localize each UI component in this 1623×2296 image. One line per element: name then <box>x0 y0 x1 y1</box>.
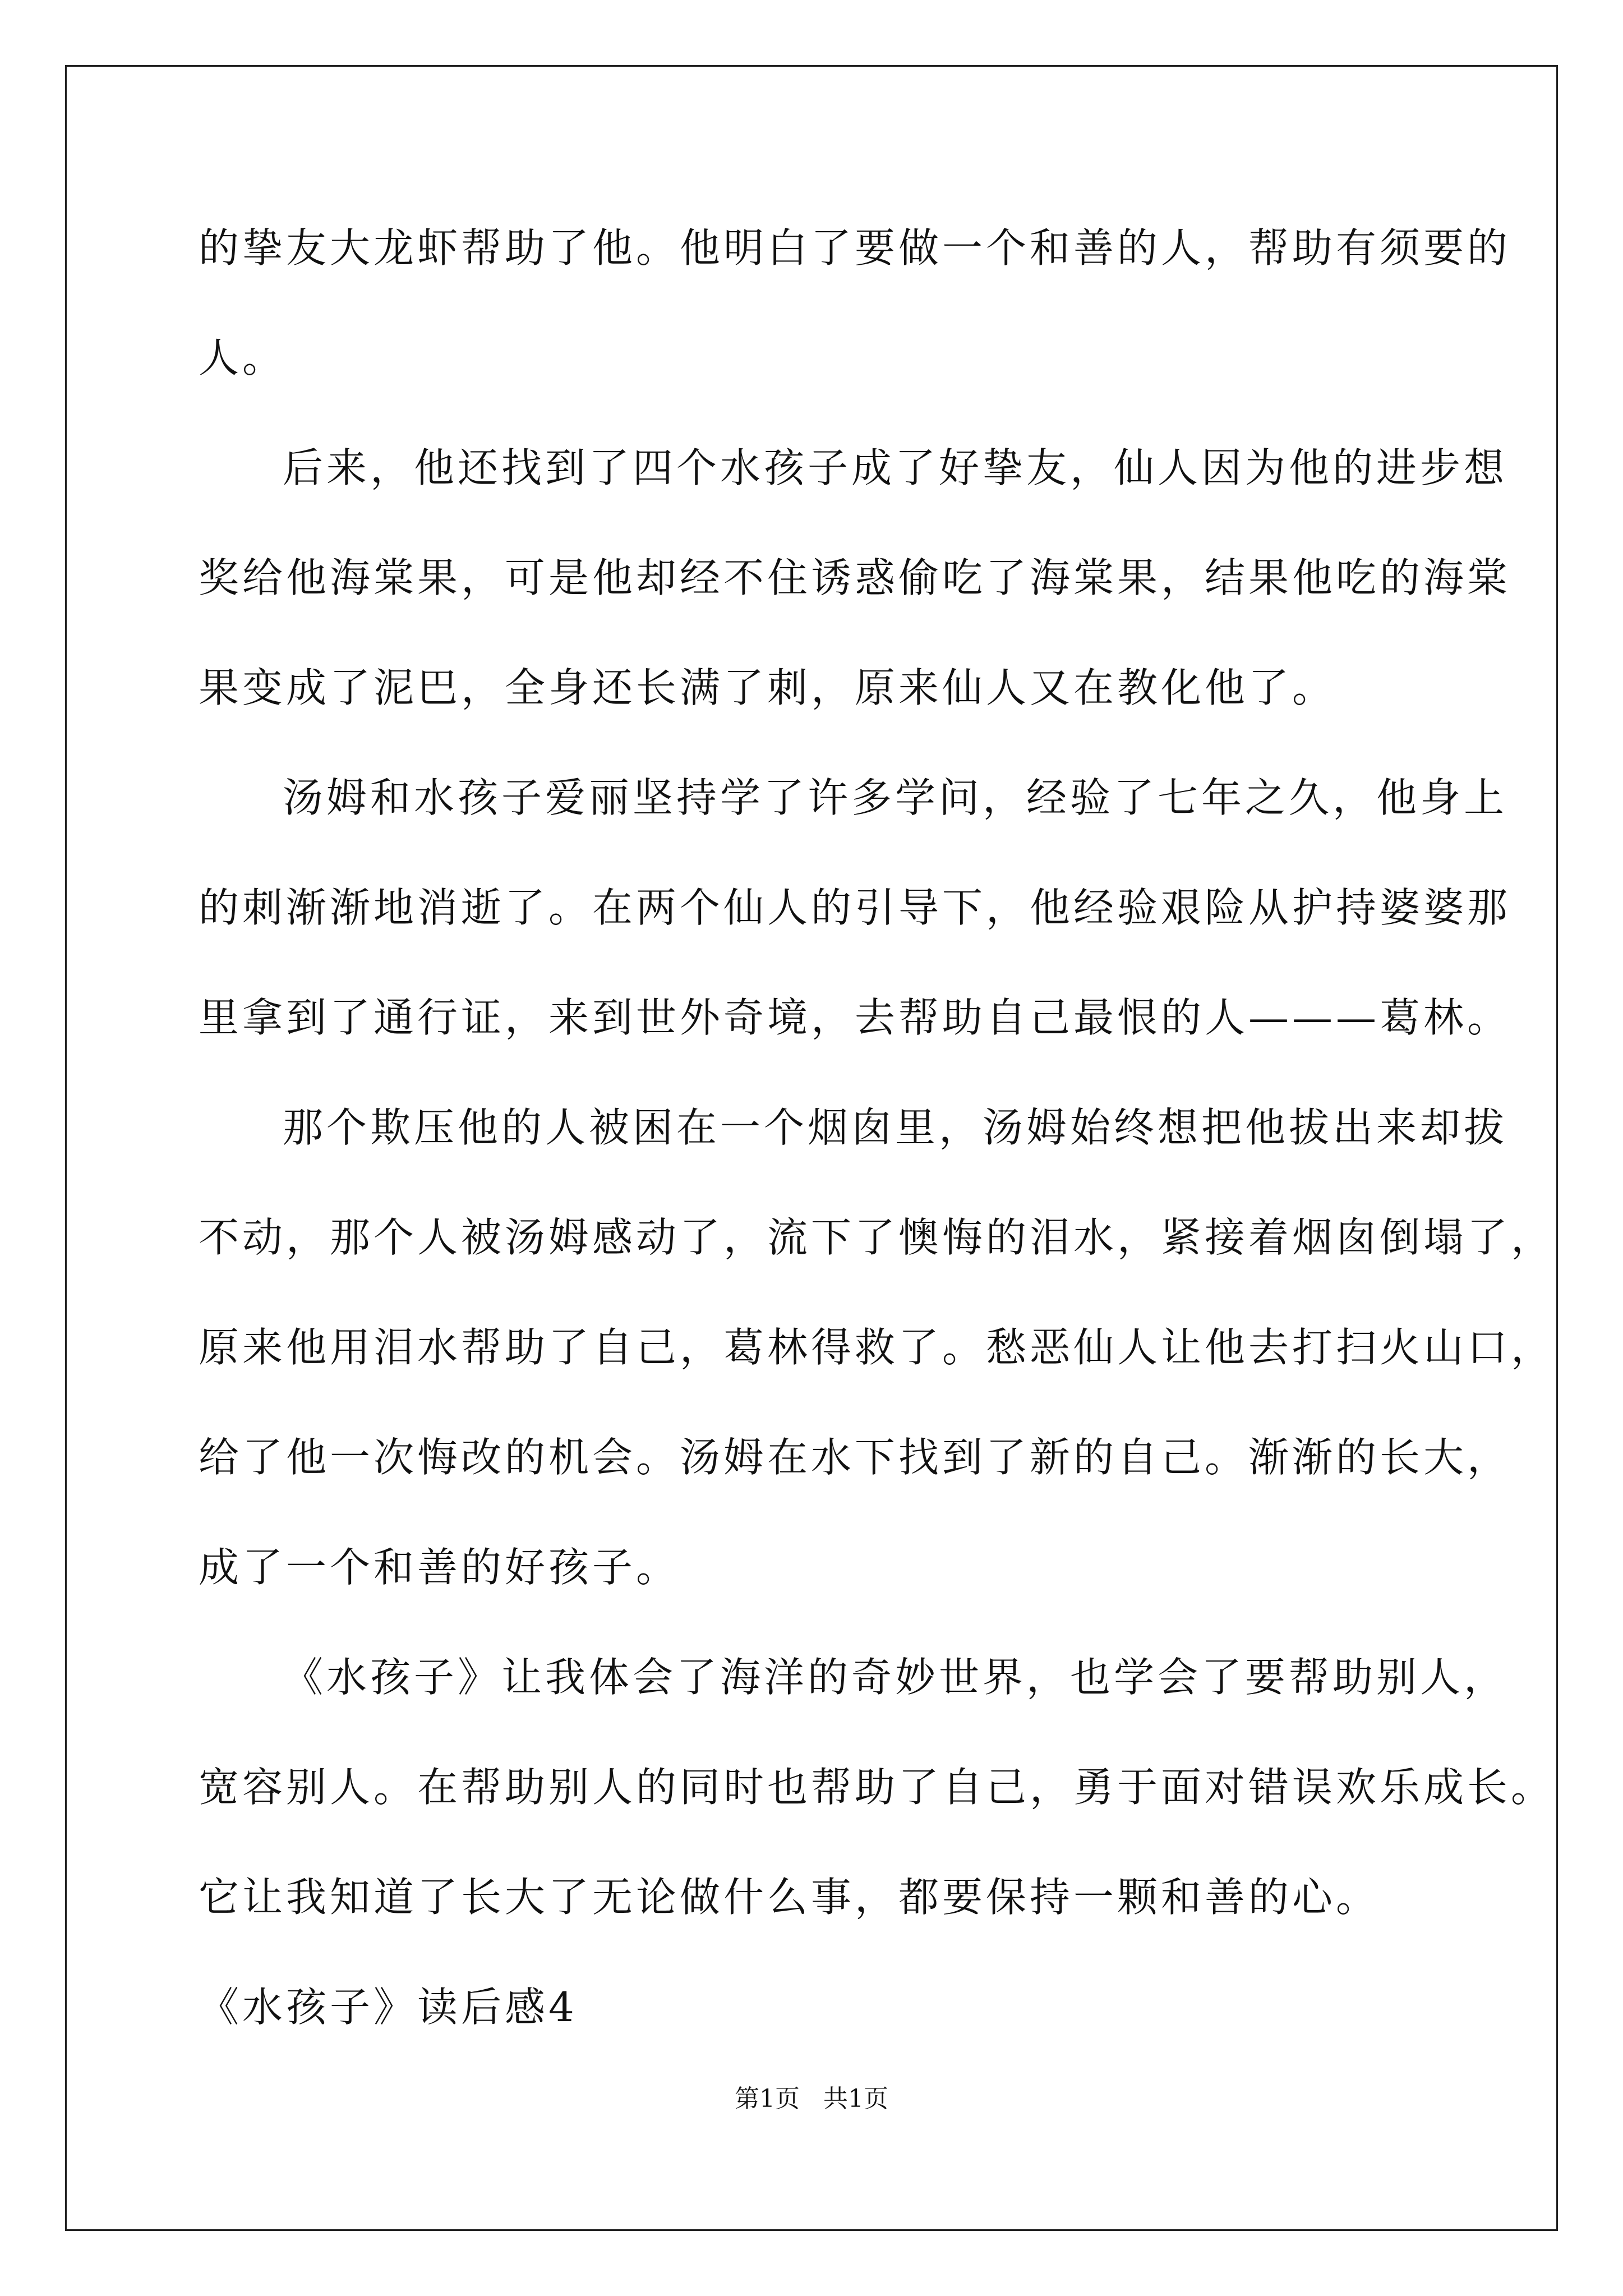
text-line: 《水孩子》让我体会了海洋的奇妙世界，也学会了要帮助别人， <box>283 1654 1508 1701</box>
text-line: 人。 <box>199 334 287 381</box>
text-line: 汤姆和水孩子爱丽坚持学了许多学问，经验了七年之久，他身上 <box>283 774 1508 821</box>
text-line: 果变成了泥巴，全身还长满了刺，原来仙人又在教化他了。 <box>199 664 1336 711</box>
text-line: 给了他一次悔改的机会。汤姆在水下找到了新的自己。渐渐的长大， <box>199 1434 1511 1481</box>
text-line: 那个欺压他的人被困在一个烟囱里，汤姆始终想把他拔出来却拔 <box>283 1104 1508 1151</box>
section-heading: 《水孩子》读后感4 <box>199 1984 578 2031</box>
text-line: 原来他用泪水帮助了自己，葛林得救了。愁恶仙人让他去打扫火山口， <box>199 1324 1555 1371</box>
text-line: 成了一个和善的好孩子。 <box>199 1544 680 1591</box>
text-line: 不动，那个人被汤姆感动了，流下了懊悔的泪水，紧接着烟囱倒塌了， <box>199 1214 1555 1261</box>
text-line: 的挚友大龙虾帮助了他。他明白了要做一个和善的人，帮助有须要的 <box>199 224 1511 272</box>
document-body <box>199 211 1555 2080</box>
text-line: 里拿到了通行证，来到世外奇境，去帮助自己最恨的人———葛林。 <box>199 994 1511 1041</box>
text-line: 宽容别人。在帮助别人的同时也帮助了自己，勇于面对错误欢乐成长。 <box>199 1764 1555 1811</box>
text-line: 的刺渐渐地消逝了。在两个仙人的引导下，他经验艰险从护持婆婆那 <box>199 884 1511 931</box>
page-footer: 第1页 共1页 <box>735 2085 888 2113</box>
text-line: 后来，他还找到了四个水孩子成了好挚友，仙人因为他的进步想 <box>283 444 1508 491</box>
text-line: 它让我知道了长大了无论做什么事，都要保持一颗和善的心。 <box>199 1874 1380 1921</box>
text-line: 奖给他海棠果，可是他却经不住诱惑偷吃了海棠果，结果他吃的海棠 <box>199 554 1511 601</box>
